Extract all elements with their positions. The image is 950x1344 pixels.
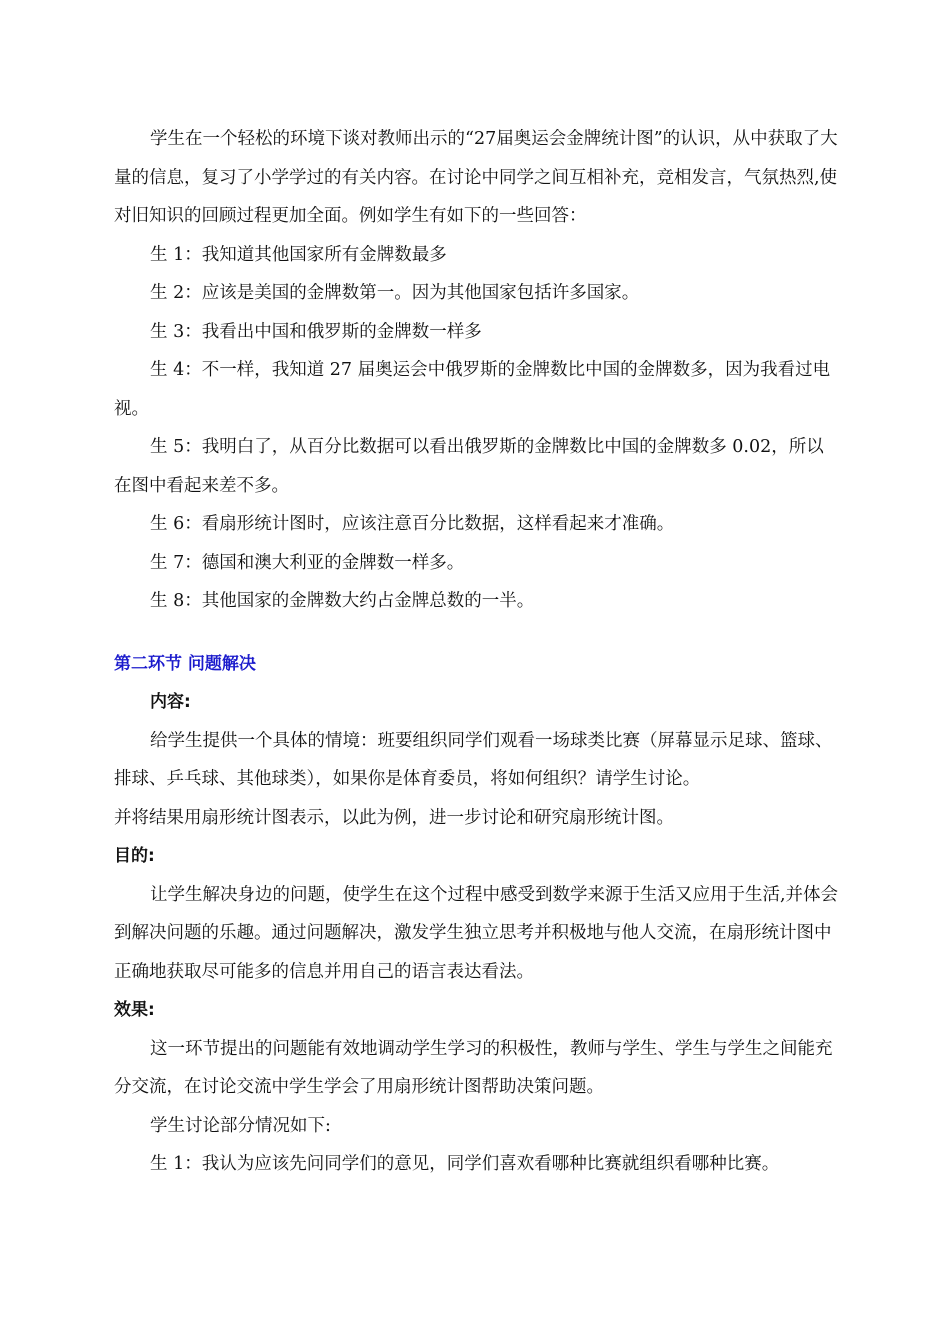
content-paragraph: 给学生提供一个具体的情境：班要组织同学们观看一场球类比赛（屏幕显示足球、篮球、排球、乒乓球、其他球类），如果你是体育委员，将如何组织？请学生讨论。 (114, 730, 833, 789)
content-label: 内容: (150, 692, 191, 712)
section-heading: 第二环节 问题解决 (114, 653, 256, 674)
purpose-paragraph: 让学生解决身边的问题，使学生在这个过程中感受到数学来源于生活又应用于生活,并体会到解决问题的乐趣。通过问题解决，激发学生独立思考并积极地与他人交流，在扇形统计图中正确地获取尽可能多的信息并用自己的语言表达看法。 (114, 884, 839, 982)
discussion-intro: 学生讨论部分情况如下: (150, 1115, 331, 1136)
student-answer-7: 生 7：德国和澳大利亚的金牌数一样多。 (150, 552, 465, 573)
effect-paragraph: 这一环节提出的问题能有效地调动学生学习的积极性，教师与学生、学生与学生之间能充分交流，在讨论交流中学生学会了用扇形统计图帮助决策问题。 (114, 1038, 833, 1097)
effect-label: 效果: (114, 1000, 155, 1020)
document-body (114, 120, 839, 1184)
discussion-answer-1: 生 1：我认为应该先问同学们的意见，同学们喜欢看哪种比赛就组织看哪种比赛。 (150, 1154, 780, 1174)
student-answer-1: 生 1：我知道其他国家所有金牌数最多 (150, 244, 447, 265)
student-answer-3: 生 3：我看出中国和俄罗斯的金牌数一样多 (150, 321, 482, 342)
student-answer-2: 生 2：应该是美国的金牌数第一。因为其他国家包括许多国家。 (150, 283, 640, 303)
section-spacer (114, 621, 839, 645)
content-paragraph-continued: 并将结果用扇形统计图表示，以此为例，进一步讨论和研究扇形统计图。 (114, 807, 674, 828)
student-answer-6: 生 6：看扇形统计图时，应该注意百分比数据，这样看起来才准确。 (150, 514, 675, 534)
student-answer-4: 生 4：不一样，我知道 27 届奥运会中俄罗斯的金牌数比中国的金牌数多，因为我看过电视。 (114, 360, 831, 419)
student-answer-5: 生 5：我明白了，从百分比数据可以看出俄罗斯的金牌数比中国的金牌数多 0.02，所以在图中看起来差不多。 (114, 437, 824, 496)
intro-paragraph: 学生在一个轻松的环境下谈对教师出示的“27届奥运会金牌统计图”的认识，从中获取了大量的信息，复习了小学学过的有关内容。在讨论中同学之间互相补充，竞相发言，气氛热烈,使对旧知识的回顾过程更加全面。例如学生有如下的一些回答： (114, 129, 838, 226)
student-answer-8: 生 8：其他国家的金牌数大约占金牌总数的一半。 (150, 591, 535, 611)
purpose-label: 目的: (114, 846, 155, 866)
